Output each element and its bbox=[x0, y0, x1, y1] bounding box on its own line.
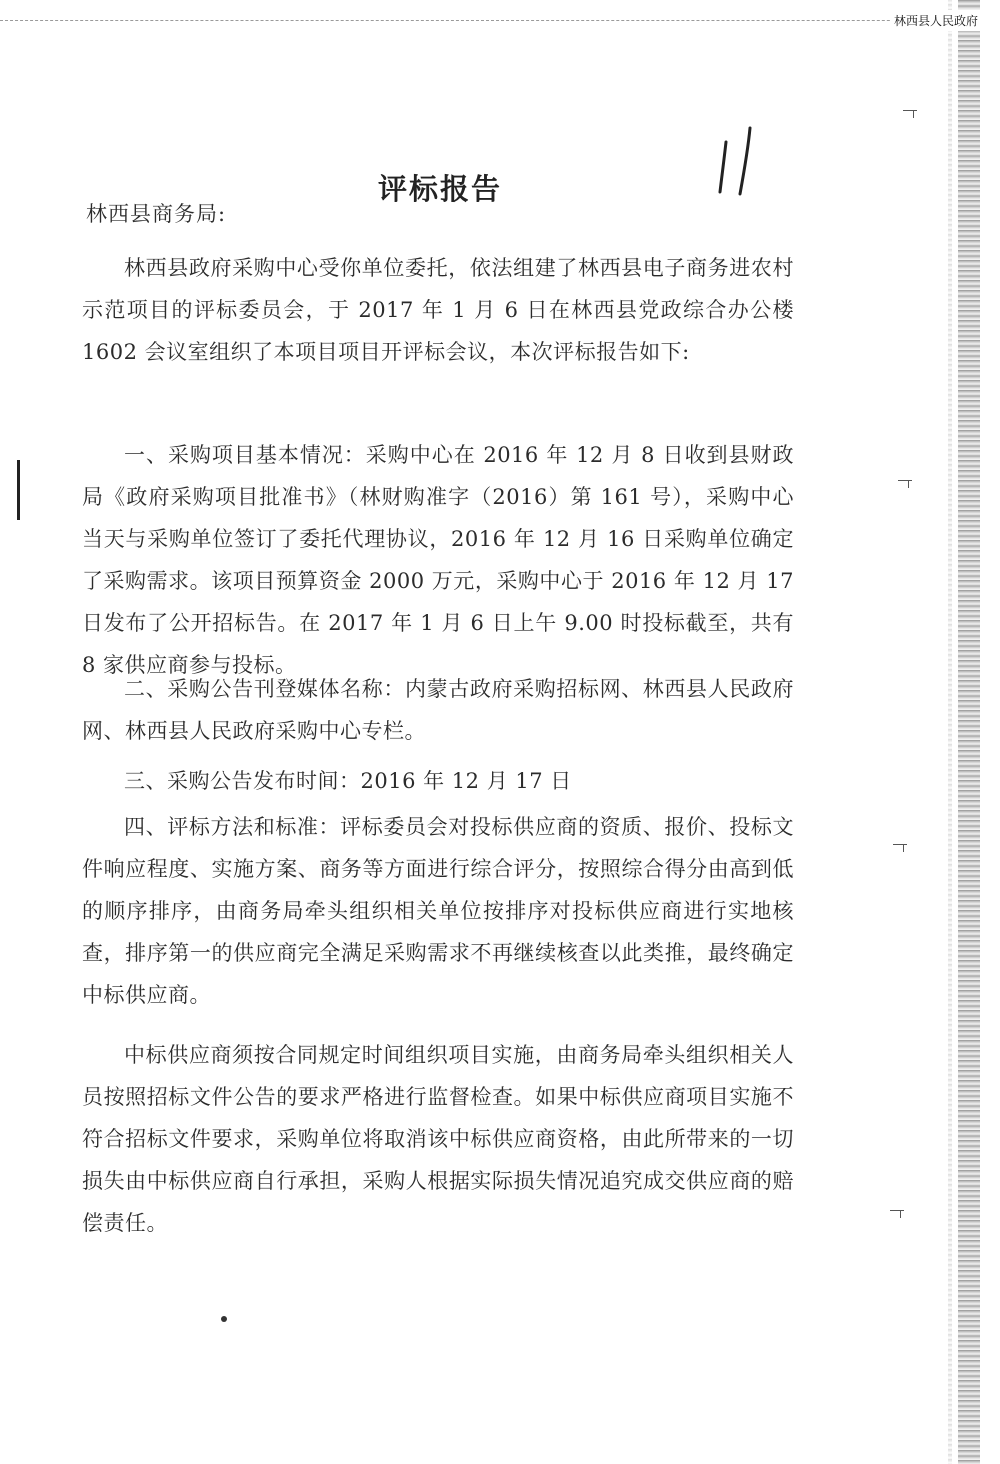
paragraph-section-4: 四、评标方法和标准：评标委员会对投标供应商的资质、报价、投标文件响应程度、实施方案、商务等方面进行综合评分，按照综合得分由高到低的顺序排序，由商务局牵头组织相关单位按排序对投标供应商进行实地核查，排序第一的供应商完全满足采购需求不再继续核查以此类推，最终确定中标供应商。 bbox=[82, 815, 794, 1007]
paragraph-section-1: 一、采购项目基本情况：采购中心在 2016 年 12 月 8 日收到县财政局《政府采购项目批准书》（林财购准字（2016）第 161 号），采购中心当天与采购单位签订了委托代理协议，2016 年 12 月 16 日采购单位确定了采购需求。该项目预算资金 2000 万元，采购中心于 2016 年 12 月 17 日发布了公开招标告。在 2017 年 1 月 6 日上午 9.00 时投标截至，共有 8 家供应商参与投标。 bbox=[82, 443, 794, 677]
scan-tick-mark bbox=[898, 476, 916, 486]
top-dashed-rule bbox=[0, 20, 975, 21]
document-title: 评标报告 bbox=[377, 172, 502, 207]
ink-dot bbox=[221, 1316, 227, 1322]
margin-mark bbox=[17, 460, 20, 520]
source-watermark: 林西县人民政府 bbox=[890, 10, 982, 31]
scan-edge-shadow bbox=[948, 0, 952, 1464]
paragraph-closing: 中标供应商须按合同规定时间组织项目实施，由商务局牵头组织相关人员按照招标文件公告的要求严格进行监督检查。如果中标供应商项目实施不符合招标文件要求，采购单位将取消该中标供应商资格，由此所带来的一切损失由中标供应商自行承担，采购人根据实际损失情况追究成交供应商的赔偿责任。 bbox=[82, 1043, 794, 1235]
paragraph-section-2: 二、采购公告刊登媒体名称：内蒙古政府采购招标网、林西县人民政府网、林西县人民政府采购中心专栏。 bbox=[82, 677, 794, 743]
scan-tick-mark bbox=[903, 106, 921, 116]
scan-edge bbox=[958, 0, 980, 1464]
paragraph-intro: 林西县政府采购中心受你单位委托，依法组建了林西县电子商务进农村示范项目的评标委员会，于 2017 年 1 月 6 日在林西县党政综合办公楼 1602 会议室组织了本项目项目开评标会议，本次评标报告如下: bbox=[82, 256, 794, 364]
paragraph-section-3: 三、采购公告发布时间：2016 年 12 月 17 日 bbox=[124, 769, 572, 793]
scan-tick-mark bbox=[890, 1206, 908, 1216]
salutation: 林西县商务局: bbox=[86, 202, 227, 226]
scan-tick-mark bbox=[893, 840, 911, 850]
